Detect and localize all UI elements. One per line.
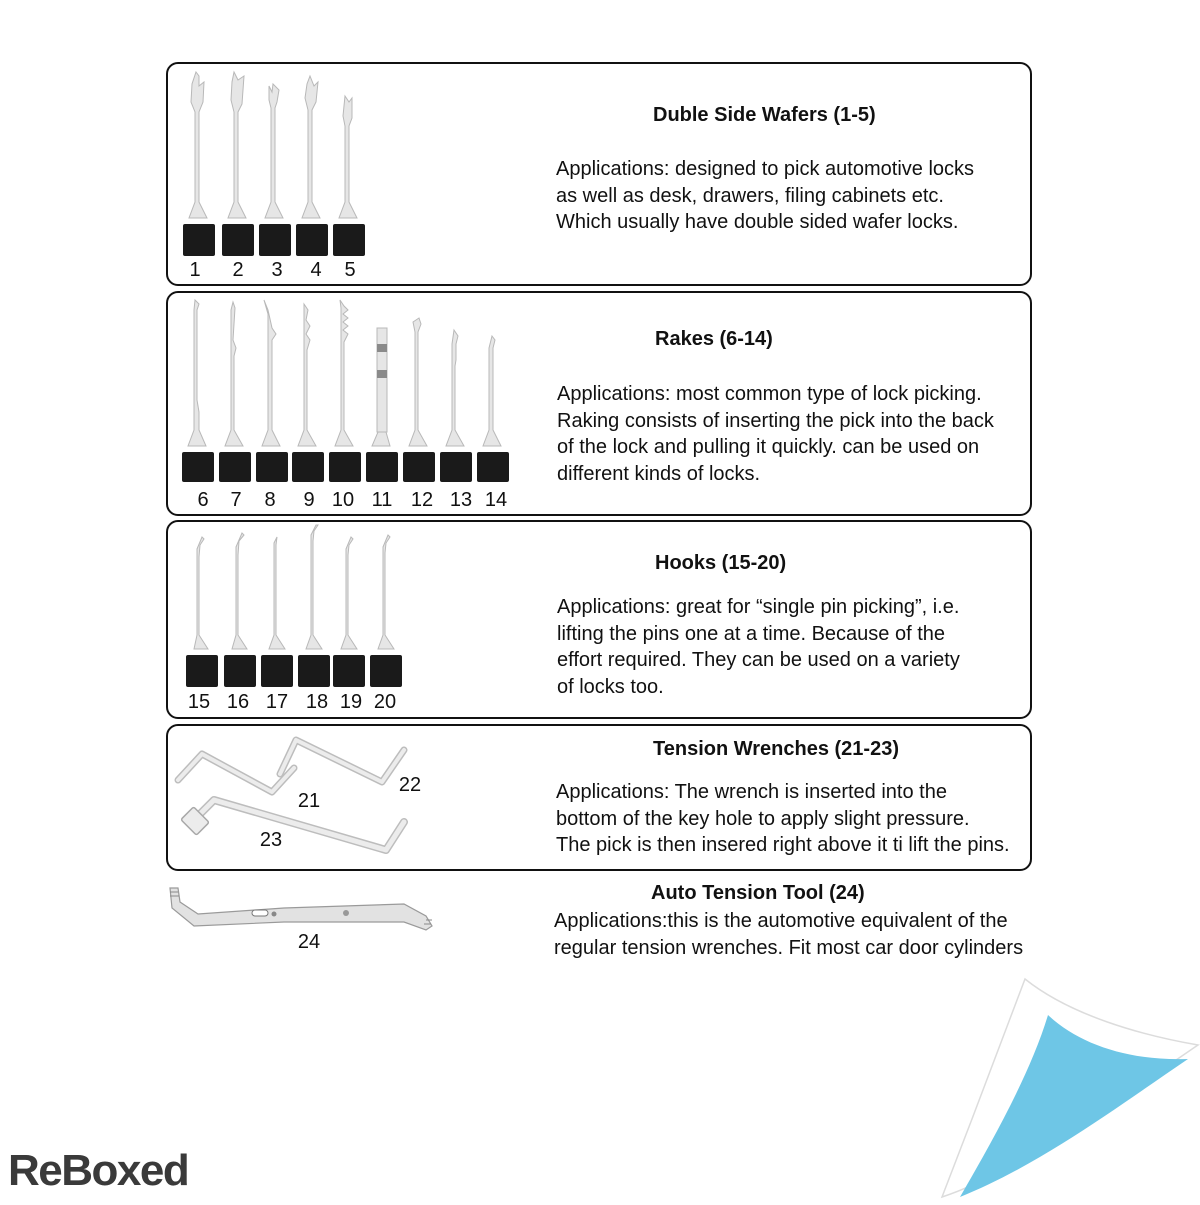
tool-number: 2 [232, 259, 244, 281]
section-title: Tension Wrenches (21-23) [653, 738, 899, 760]
description-line: Applications: designed to pick automotive locks [556, 158, 975, 180]
lock-pick-icon [403, 300, 435, 482]
lock-pick-icon [370, 525, 402, 687]
lock-pick-icon [440, 300, 472, 482]
description-line: regular tension wrenches. Fit most car door cylinders [554, 936, 1024, 959]
tool-number: 24 [297, 931, 321, 953]
tool-number: 4 [310, 259, 322, 281]
tool-number: 22 [398, 774, 422, 796]
description-line: of locks too. [557, 675, 664, 698]
tool-number: 15 [187, 691, 211, 713]
tool-number: 11 [371, 489, 393, 511]
section-description [557, 381, 994, 487]
tool-number: 10 [331, 489, 355, 511]
tool-number: 12 [410, 489, 434, 511]
section-description [556, 779, 1010, 859]
description-line: Raking consists of inserting the pick into the back [557, 409, 994, 432]
tool-number: 5 [344, 259, 356, 281]
section-description [557, 594, 960, 700]
section-title: Hooks (15-20) [655, 552, 787, 574]
description-line: lifting the pins one at a time. Because of the [557, 622, 946, 645]
tension-wrench-icon [176, 734, 416, 864]
description-line: The pick is then insered right above it ti lift the pins. [556, 834, 1010, 856]
section-description [556, 156, 974, 236]
lock-pick-icon [259, 72, 291, 256]
lock-pick-icon [186, 525, 218, 687]
tool-number: 17 [265, 691, 289, 713]
lock-pick-icon [222, 72, 254, 256]
tool-number: 18 [305, 691, 329, 713]
description-line: Applications: great for “single pin picking”, i.e. [557, 596, 960, 618]
lock-pick-icon [477, 300, 509, 482]
lock-pick-icon [329, 300, 361, 482]
tool-number: 3 [271, 259, 283, 281]
description-line: of the lock and pulling it quickly. can be used on [557, 436, 980, 458]
description-line: Which usually have double sided wafer locks. [556, 211, 959, 233]
tool-number: 13 [449, 489, 473, 511]
lock-pick-icon [224, 525, 256, 687]
brand-logo: ReBoxed [8, 1146, 189, 1195]
tool-number: 23 [259, 829, 283, 851]
lock-pick-icon [256, 300, 288, 482]
description-line: Applications:this is the automotive equivalent of the [554, 910, 1008, 932]
tool-number: 21 [297, 790, 321, 812]
description-line: bottom of the key hole to apply slight pressure. [556, 807, 970, 830]
lock-pick-icon [366, 300, 398, 482]
tool-number: 6 [197, 489, 209, 511]
page-curl-icon [930, 975, 1200, 1205]
tool-number: 20 [373, 691, 397, 713]
lock-pick-icon [333, 72, 365, 256]
lock-pick-icon [219, 300, 251, 482]
tool-number: 16 [226, 691, 250, 713]
description-line: different kinds of locks. [557, 462, 761, 485]
tool-number: 9 [303, 489, 315, 511]
tool-number: 14 [484, 489, 508, 511]
section-title: Auto Tension Tool (24) [651, 882, 865, 904]
section-title: Rakes (6-14) [655, 328, 773, 350]
lock-pick-icon [183, 72, 215, 256]
tool-number: 8 [264, 489, 276, 511]
tool-number: 1 [189, 259, 201, 281]
section-title: Duble Side Wafers (1-5) [653, 104, 876, 126]
description-line: effort required. They can be used on a variety [557, 649, 960, 671]
description-line: as well as desk, drawers, filing cabinets etc. [556, 184, 944, 207]
description-line: Applications: The wrench is inserted into the [556, 781, 947, 803]
section-description [554, 908, 1023, 961]
lock-pick-icon [292, 300, 324, 482]
tool-number: 7 [230, 489, 242, 511]
lock-pick-icon [182, 300, 214, 482]
lock-pick-icon [333, 525, 365, 687]
lock-pick-icon [298, 525, 330, 687]
lock-pick-icon [296, 72, 328, 256]
lock-pick-icon [261, 525, 293, 687]
auto-tension-tool-icon [164, 886, 438, 936]
tool-number: 19 [339, 691, 363, 713]
description-line: Applications: most common type of lock picking. [557, 383, 982, 405]
